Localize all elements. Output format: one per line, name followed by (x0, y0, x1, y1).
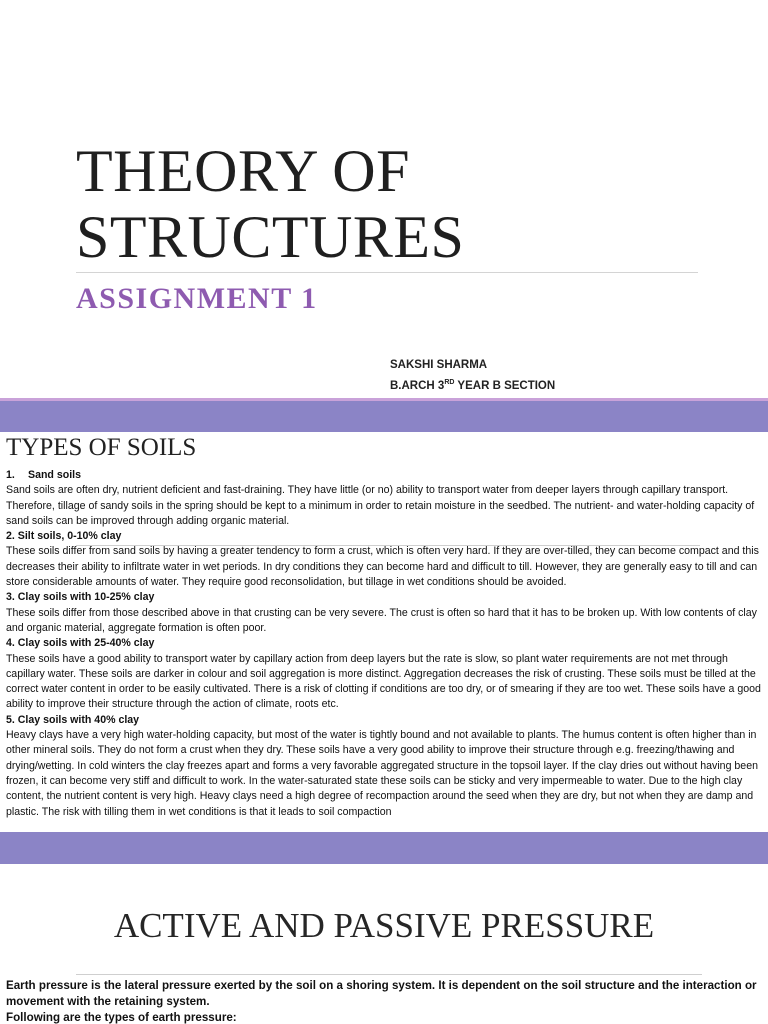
soil-types-body (6, 468, 764, 820)
section-heading-clay-25-40: 4. Clay soils with 25-40% clay (6, 637, 155, 650)
section-heading-silt: 2. Silt soils, 0-10% clay (6, 530, 122, 543)
slide-separator-band (0, 832, 768, 864)
earth-pressure-types-intro: Following are the types of earth pressure: (6, 1011, 237, 1024)
slide3-divider (76, 974, 702, 975)
earth-pressure-paragraph: Earth pressure is the lateral pressure exerted by the soil on a shoring system. It is dependent on the soil structure and the interaction or movement with the retaining system. (6, 979, 757, 1008)
author-name: SAKSHI SHARMA (390, 359, 488, 371)
types-of-soils-slide (0, 432, 768, 832)
assignment-subtitle: ASSIGNMENT 1 (76, 282, 318, 315)
section-heading-clay-40: 5. Clay soils with 40% clay (6, 713, 140, 726)
section-text-clay-25-40: These soils have a good ability to transport water by capillary action from deep layers but the rate is slow, so plant water requirements are not met through capillary water. These soils are darker in colour and soil aggregation is more distinct. Aggregation decreases the risk of crusting. These soils must be tilled at the correct water content in order to be easily cultivated. There is a risk of clotting if conditions are too dry, or of smearing if they are too wet. These soils have a good ability to improve their structure through the action of climate, roots etc. (6, 652, 761, 711)
main-title (76, 138, 696, 270)
section-text-clay-40: Heavy clays have a very high water-holding capacity, but most of the water is tightly bound and not available to plants. The humus content is often higher than in other mineral soils. They do not form a crust when they dry. These soils have a very good ability to improve their structure through e.g. freezing/thawing and drying/wetting. In cold winters the clay freezes apart and forms a very favorable aggregated structure in the topsoil layer. If the clay dries out without having been frozen, it can become very stiff and difficult to work. In the water-saturated state these soils can be sticky and very impermeable to water. Due to the high clay content, the nutrient content is very high. Heavy clays need a high degree of recompaction around the seed when they are dry, but not when they are damp and plastic. The risk with tilling them in wet conditions is that it leads to soil compaction (6, 729, 758, 818)
slide3-title: ACTIVE AND PASSIVE PRESSURE (113, 906, 655, 945)
section-heading-sand (6, 468, 764, 483)
title-slide (0, 0, 768, 398)
slide3-body (6, 978, 762, 1024)
author-class-suffix: YEAR B SECTION (454, 379, 556, 392)
section-heading-clay-10-25: 3. Clay soils with 10-25% clay (6, 591, 155, 604)
author-class (390, 374, 555, 395)
section-heading-text: Sand soils (28, 469, 81, 481)
author-class-prefix: B.ARCH 3 (390, 379, 445, 392)
section-text-silt: These soils differ from sand soils by having a greater tendency to form a crust, which is often very hard. If they are over-tilled, they can become compact and this decreases their ability to infiltrate water in wet periods. In dry conditions they can become hard and difficult to till. However, they are generally easy to till and can store considerable amounts of water. They require good reconsolidation, but tillage in wet conditions should be avoided. (6, 545, 759, 589)
active-passive-pressure-slide (0, 864, 768, 1024)
main-title-line1: THEORY OF (76, 138, 410, 204)
author-block (390, 356, 555, 395)
section-number: 1. (6, 469, 15, 481)
title-divider (76, 272, 698, 273)
author-class-ordinal: RD (444, 379, 455, 386)
slide2-title: TYPES OF SOILS (6, 434, 197, 461)
section-text-clay-10-25: These soils differ from those described above in that crusting can be very severe. The crust is often so hard that it has to be broken up. With low contents of clay and organic material, aggregate formation is often poor. (6, 606, 757, 634)
slide-separator-band (0, 398, 768, 432)
section-text-sand: Sand soils are often dry, nutrient deficient and fast-draining. They have little (or no) ability to transport water from deeper layers through capillary transport. Therefore, tillage of sandy soils in the spring should be kept to a minimum in order to retain moisture in the seedbed. The nutrient- and water-holding capacity of sand soils can be improved through adding organic material. (6, 484, 755, 527)
main-title-line2: STRUCTURES (76, 204, 465, 270)
